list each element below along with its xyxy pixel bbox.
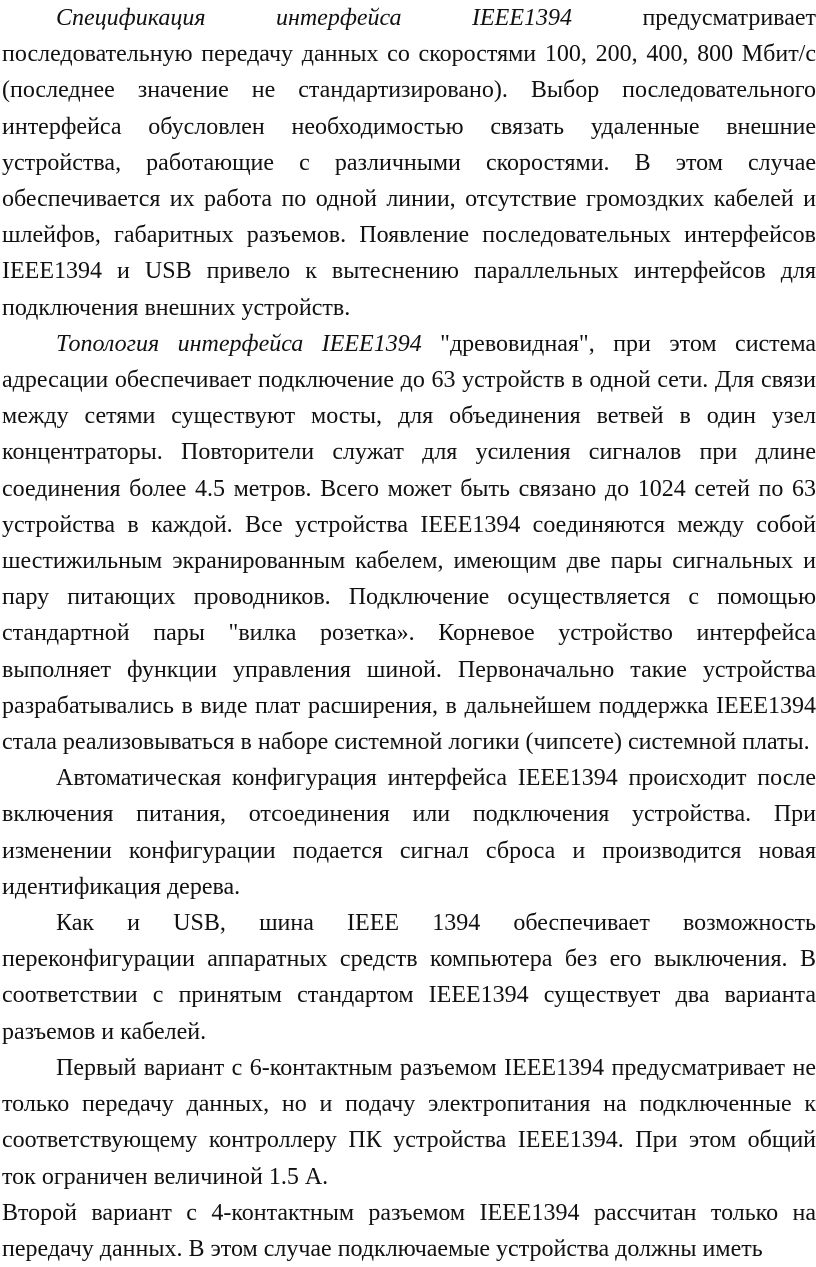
paragraph-text: "древовидная", при этом система адресации обеспечивает подключение до 63 устройств в одной сети. Для связи между сетями существуют мосты, для объединения ветвей в один узел концентраторы. Повторители служат для усиления сигналов при длине соединения более 4.5 метров. Всего может быть связано до 1024 сетей по 63 устройства в каждой. Все устройства IEEE1394 соединяются между собой шестижильным экранированным кабелем, имеющим две пары сигнальных и пару питающих проводников. Подключение осуществляется с помощью стандартной пары "вилка розетка». Корневое устройство интерфейса выполняет функции управления шиной. Первоначально такие устройства разрабатывались в виде плат расширения, в дальнейшем поддержка IEEE1394 стала реализовываться в наборе системной логики (чипсете) системной платы. bbox=[2, 330, 816, 756]
paragraph-topology bbox=[2, 326, 816, 760]
paragraph-lead: Спецификация интерфейса IEEE1394 bbox=[56, 5, 572, 31]
paragraph-four-pin-variant: Второй вариант с 4-контактным разъемом IEEE1394 рассчитан только на передачу данных. В этом случае подключаемые устройства должны иметь bbox=[2, 1199, 816, 1262]
paragraph-auto-configuration: Автоматическая конфигурация интерфейса IEEE1394 происходит после включения питания, отсоединения или подключения устройства. При изменении конфигурации подается сигнал сброса и производится новая идентификация дерева. bbox=[2, 765, 816, 900]
paragraph-lead: Топология интерфейса IEEE1394 bbox=[56, 330, 422, 357]
paragraph-specification bbox=[2, 0, 816, 326]
paragraph-six-pin-variant: Первый вариант с 6-контактным разъемом IEEE1394 предусматривает не только передачу данных, но и подачу электропитания на подключенные к соответствующему контроллеру ПК устройства IEEE1394. При этом общий ток ограничен величиной 1.5 А. bbox=[2, 1054, 816, 1190]
paragraph-hot-plug: Как и USB, шина IEEE 1394 обеспечивает возможность переконфигурации аппаратных средств компьютера без его выключения. В соответствии с принятым стандартом IEEE1394 существует два варианта разъемов и кабелей. bbox=[2, 910, 816, 1045]
paragraph-text: предусматривает последовательную передачу данных со скоростями 100, 200, 400, 800 Мбит/с (последнее значение не стандартизировано). Выбор последовательного интерфейса обусловлен необходимостью связать удаленные внешние устройства, работающие с различными скоростями. В этом случае обеспечивается их работа по одной линии, отсутствие громоздких кабелей и шлейфов, габаритных разъемов. Появление последовательных интерфейсов IEEE1394 и USB привело к вытеснению параллельных интерфейсов для подключения внешних устройств. bbox=[2, 5, 816, 321]
